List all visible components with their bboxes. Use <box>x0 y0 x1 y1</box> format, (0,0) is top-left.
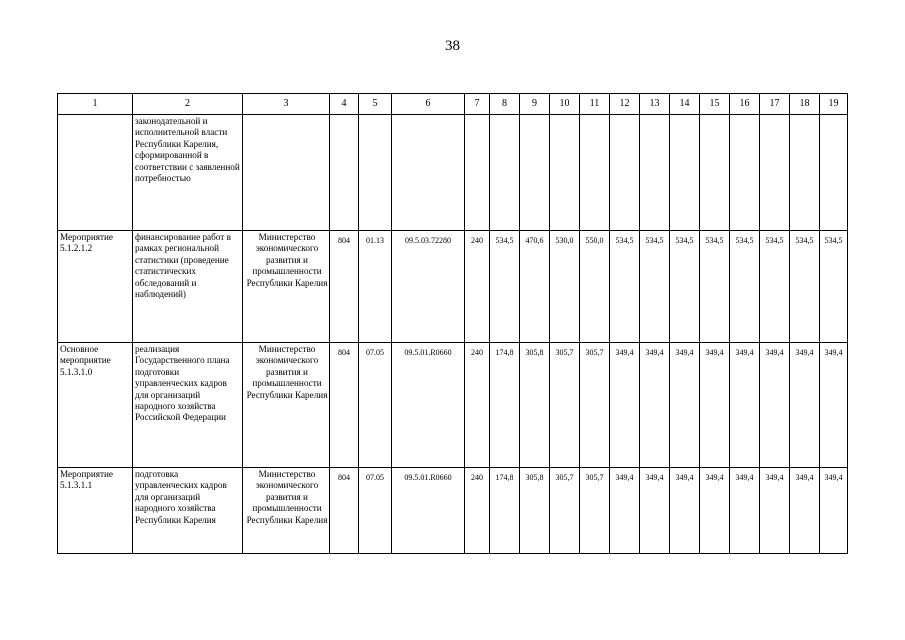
table-cell <box>580 115 610 231</box>
table-cell <box>359 115 392 231</box>
table-cell <box>700 115 730 231</box>
table-cell: 530,0 <box>550 231 580 343</box>
table-cell: 349,4 <box>820 343 848 468</box>
table-cell: подготовка управленческих кадров для организаций народного хозяйства Республики Карелия <box>133 468 243 554</box>
table-cell: 240 <box>465 343 490 468</box>
table-cell: 349,4 <box>730 343 760 468</box>
table-cell: 534,5 <box>640 231 670 343</box>
table-row <box>58 231 848 343</box>
table-cell <box>330 115 359 231</box>
column-header: 19 <box>820 94 848 115</box>
table-cell: 349,4 <box>790 343 820 468</box>
table-cell <box>490 115 520 231</box>
table-cell: 349,4 <box>670 343 700 468</box>
table-cell: 349,4 <box>640 468 670 554</box>
table-cell <box>243 115 330 231</box>
table-cell: 349,4 <box>700 343 730 468</box>
column-header: 7 <box>465 94 490 115</box>
table-cell: 305,8 <box>520 343 550 468</box>
table-cell: 07.05 <box>359 343 392 468</box>
column-header: 10 <box>550 94 580 115</box>
column-header: 17 <box>760 94 790 115</box>
column-header: 8 <box>490 94 520 115</box>
table-cell: Основное мероприятие 5.1.3.1.0 <box>58 343 133 468</box>
table-cell: 804 <box>330 231 359 343</box>
table-cell: Мероприятие 5.1.3.1.1 <box>58 468 133 554</box>
table-cell <box>730 115 760 231</box>
table-cell: 09.5.03.72280 <box>392 231 465 343</box>
table-cell: Мероприятие 5.1.2.1.2 <box>58 231 133 343</box>
table-cell: 349,4 <box>760 468 790 554</box>
table-cell <box>520 115 550 231</box>
table-cell: 349,4 <box>820 468 848 554</box>
table-cell: 349,4 <box>610 468 640 554</box>
table-cell: 534,5 <box>700 231 730 343</box>
page-number: 38 <box>445 38 460 54</box>
header-row <box>58 94 848 115</box>
table-cell: реализация Государственного плана подготовки управленческих кадров для организаций народного хозяйства Российской Федерации <box>133 343 243 468</box>
table-cell: 349,4 <box>790 468 820 554</box>
table-cell: 534,5 <box>760 231 790 343</box>
table-cell: 09.5.01.R0660 <box>392 468 465 554</box>
table-cell: Министерство экономического развития и промышленности Республики Карелия <box>243 468 330 554</box>
table-cell: 09.5.01.R0660 <box>392 343 465 468</box>
column-header: 5 <box>359 94 392 115</box>
column-header: 12 <box>610 94 640 115</box>
table-cell: 534,5 <box>790 231 820 343</box>
table-cell: 349,4 <box>700 468 730 554</box>
table-cell: 804 <box>330 468 359 554</box>
table-cell: законодательной и исполнительной власти Республики Карелия, сформированной в соответствии с заявленной потребностью <box>133 115 243 231</box>
table-cell: 07.05 <box>359 468 392 554</box>
column-header: 9 <box>520 94 550 115</box>
table-cell: 349,4 <box>640 343 670 468</box>
column-header: 1 <box>58 94 133 115</box>
column-header: 11 <box>580 94 610 115</box>
table-cell: 01.13 <box>359 231 392 343</box>
table-cell: 550,0 <box>580 231 610 343</box>
table-cell: 174,8 <box>490 468 520 554</box>
table-row <box>58 115 848 231</box>
column-header: 16 <box>730 94 760 115</box>
column-header: 6 <box>392 94 465 115</box>
table-cell <box>760 115 790 231</box>
column-header: 15 <box>700 94 730 115</box>
table-cell: 349,4 <box>730 468 760 554</box>
table-cell <box>550 115 580 231</box>
table-cell: 305,7 <box>550 468 580 554</box>
table-cell: 534,5 <box>670 231 700 343</box>
table-cell <box>790 115 820 231</box>
table-cell: 534,5 <box>490 231 520 343</box>
table-cell: 349,4 <box>670 468 700 554</box>
table-cell: 534,5 <box>610 231 640 343</box>
table-row <box>58 343 848 468</box>
column-header: 18 <box>790 94 820 115</box>
table-cell: 534,5 <box>820 231 848 343</box>
table-cell <box>820 115 848 231</box>
table-cell <box>392 115 465 231</box>
table-cell: 534,5 <box>730 231 760 343</box>
table-row <box>58 468 848 554</box>
table-cell: 305,7 <box>580 468 610 554</box>
table-cell: 240 <box>465 231 490 343</box>
column-header: 14 <box>670 94 700 115</box>
table-cell: 349,4 <box>610 343 640 468</box>
table-cell <box>670 115 700 231</box>
table-cell: 305,7 <box>580 343 610 468</box>
table-cell <box>58 115 133 231</box>
table-cell <box>610 115 640 231</box>
column-header: 3 <box>243 94 330 115</box>
table-cell: Министерство экономического развития и промышленности Республики Карелия <box>243 231 330 343</box>
table-cell: 305,7 <box>550 343 580 468</box>
table-cell: 240 <box>465 468 490 554</box>
column-header: 4 <box>330 94 359 115</box>
table-cell: 349,4 <box>760 343 790 468</box>
table-cell: 470,6 <box>520 231 550 343</box>
table-cell: 305,8 <box>520 468 550 554</box>
column-header: 2 <box>133 94 243 115</box>
table-cell: финансирование работ в рамках региональной статистики (проведение статистических обследований и наблюдений) <box>133 231 243 343</box>
table-cell: 804 <box>330 343 359 468</box>
table-cell: 174,8 <box>490 343 520 468</box>
budget-table <box>57 93 848 554</box>
table-cell <box>465 115 490 231</box>
table-cell <box>640 115 670 231</box>
table-cell: Министерство экономического развития и промышленности Республики Карелия <box>243 343 330 468</box>
column-header: 13 <box>640 94 670 115</box>
